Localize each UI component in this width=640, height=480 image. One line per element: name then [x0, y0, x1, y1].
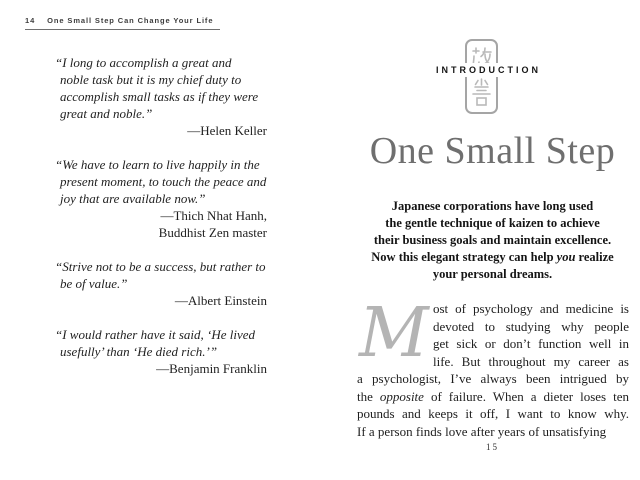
subtitle-line: the gentle technique of kaizen to achieve — [385, 216, 600, 230]
subtitle — [355, 198, 630, 283]
quote-line: present moment, to touch the peace and — [60, 174, 267, 189]
book-title: One Small Step Can Change Your Life — [47, 16, 214, 25]
body-line: If a person finds love after years of unsatisfying — [357, 423, 607, 439]
quote-line: “I long to accomplish a great and — [55, 55, 232, 70]
subtitle-line: their business goals and maintain excellence. — [373, 233, 612, 247]
quote-attribution: —Thich Nhat Hanh, — [160, 208, 267, 223]
body-line: devoted to studying why people — [433, 318, 629, 334]
quote-helen-keller — [55, 54, 273, 139]
quote-attribution: —Helen Keller — [187, 123, 267, 138]
quote-line: be of value.” — [60, 276, 128, 291]
chapter-title: One Small Step — [369, 130, 616, 172]
page-number-right: 15 — [486, 442, 499, 452]
quote-benjamin-franklin — [55, 326, 273, 377]
quote-attribution: Buddhist Zen master — [158, 225, 267, 240]
right-page — [355, 0, 630, 480]
quote-line: “I would rather have it said, ‘He lived — [55, 327, 256, 342]
body-paragraph — [357, 294, 629, 440]
body-line: ost of psychology and medicine is — [433, 301, 629, 316]
quote-thich-nhat-hanh — [55, 156, 273, 241]
quote-attribution: —Benjamin Franklin — [156, 361, 267, 376]
page-number-left: 14 — [25, 16, 36, 25]
quote-albert-einstein — [55, 258, 273, 309]
subtitle-line: your personal dreams. — [432, 267, 553, 281]
quote-line: “We have to learn to live happily in the — [55, 157, 260, 172]
body-line: the opposite of failure. When a dieter loses ten — [357, 388, 629, 404]
quote-line: “Strive not to be a success, but rather to — [55, 259, 266, 274]
subtitle-line: Japanese corporations have long used — [391, 199, 594, 213]
drop-cap: M — [359, 294, 429, 373]
body-line: life. But throughout my career as — [433, 353, 629, 369]
section-label — [351, 60, 626, 78]
section-label-text: INTRODUCTION — [433, 63, 544, 77]
body-line: get sick or don’t function well in — [433, 336, 629, 351]
header-rule — [25, 29, 220, 30]
quote-line: accomplish small tasks as if they were — [60, 89, 259, 104]
quote-attribution: —Albert Einstein — [174, 293, 267, 308]
quote-line: joy that are available now.” — [60, 191, 206, 206]
kaizen-kanji-bottom-icon — [470, 77, 493, 109]
subtitle-line: Now this elegant strategy can help you realize — [371, 250, 614, 264]
running-head — [25, 16, 213, 25]
body-line: a psychologist, I’ve always been intrigued by — [357, 371, 629, 386]
quote-line: usefully’ than ‘He died rich.’” — [60, 344, 218, 359]
quote-line: noble task but it is my chief duty to — [60, 72, 242, 87]
quotes-column — [55, 54, 273, 394]
quote-line: great and noble.” — [60, 106, 153, 121]
body-line: pounds and keeps it off, I want to know why. — [357, 406, 629, 421]
